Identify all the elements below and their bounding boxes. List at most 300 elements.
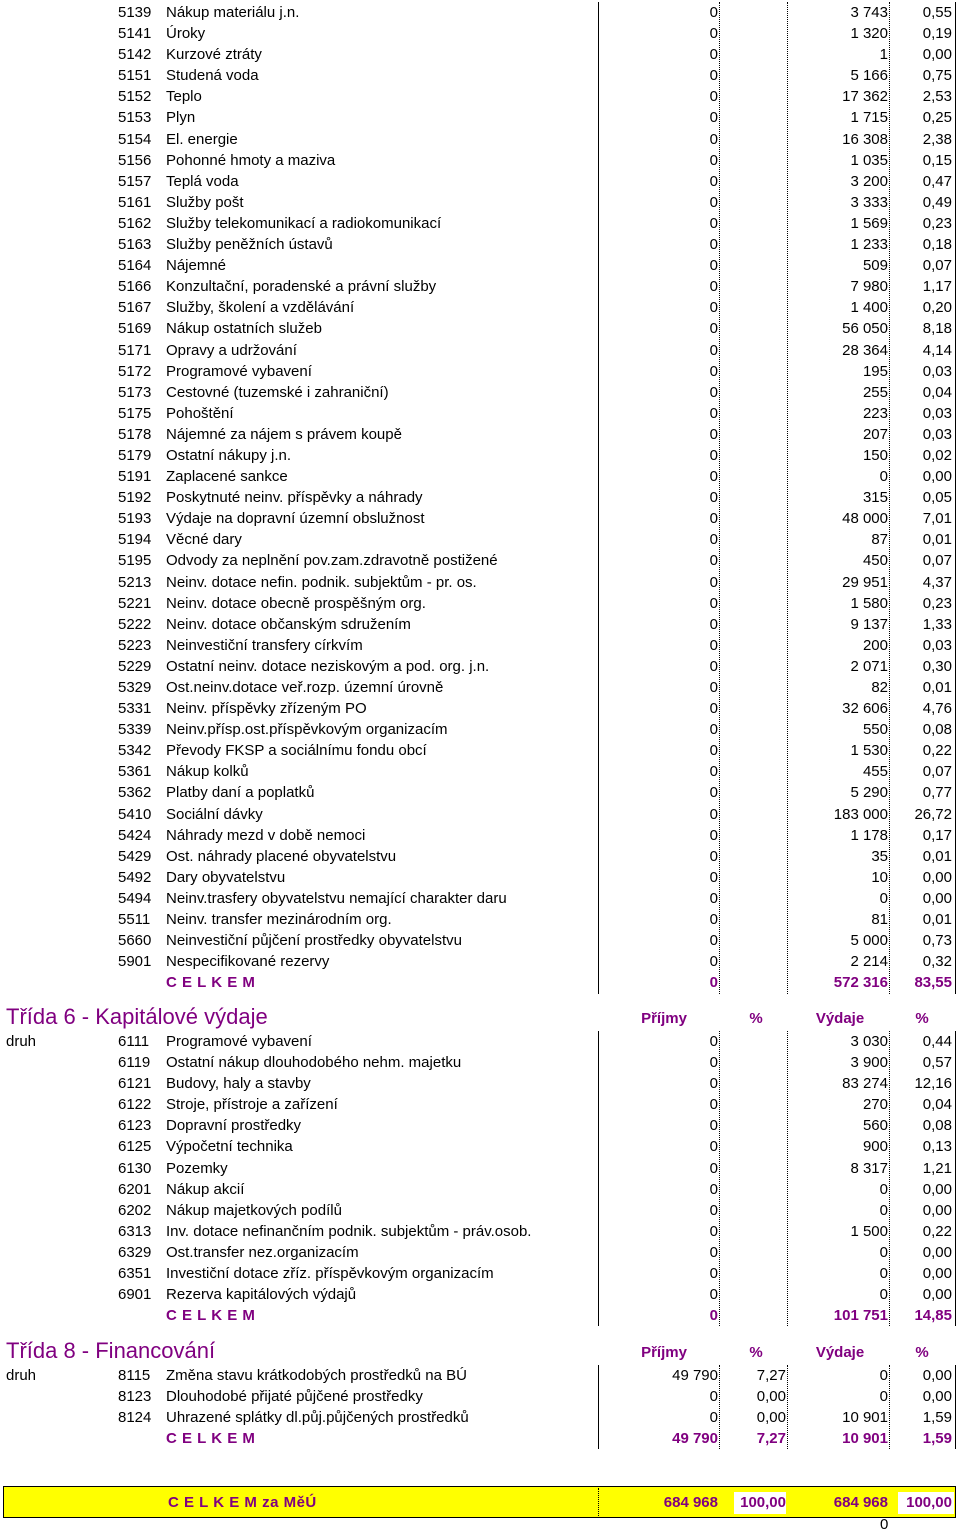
table-row bbox=[0, 740, 960, 761]
vydaje-pct: 0,01 bbox=[922, 911, 952, 929]
prijmy-value: 0 bbox=[709, 193, 718, 211]
vydaje-pct: 0,57 bbox=[922, 1054, 952, 1072]
account-name: Nájemné bbox=[166, 257, 227, 275]
class5-total-row bbox=[0, 972, 960, 993]
prijmy-value: 0 bbox=[709, 784, 718, 802]
class8-total-prijmy: 49 790 bbox=[672, 1430, 718, 1448]
table-row bbox=[0, 2, 960, 23]
table-row bbox=[0, 1386, 960, 1407]
account-name: Neinv. příspěvky zřízeným PO bbox=[166, 700, 367, 718]
account-code: 6122 bbox=[118, 1096, 152, 1114]
account-name: Neinv. dotace obecně prospěšným org. bbox=[166, 594, 426, 612]
account-name: Nájemné za nájem s právem koupě bbox=[166, 425, 402, 443]
vydaje-pct: 0,75 bbox=[922, 67, 952, 85]
prijmy-value: 0 bbox=[709, 130, 718, 148]
vydaje-pct: 0,30 bbox=[922, 657, 952, 675]
table-row bbox=[0, 698, 960, 719]
account-code: 5151 bbox=[118, 67, 152, 85]
account-code: 5178 bbox=[118, 425, 152, 443]
account-code: 5492 bbox=[118, 868, 152, 886]
class5-total-prijmy: 0 bbox=[709, 974, 718, 992]
prijmy-value: 0 bbox=[709, 1409, 718, 1427]
account-code: 5163 bbox=[118, 236, 152, 254]
vydaje-value: 3 200 bbox=[850, 172, 888, 190]
vydaje-pct: 0,07 bbox=[922, 257, 952, 275]
account-code: 5154 bbox=[118, 130, 152, 148]
vydaje-pct: 0,01 bbox=[922, 679, 952, 696]
account-code: 6119 bbox=[118, 1054, 151, 1072]
class8-title: Třída 8 - Financování bbox=[6, 1338, 216, 1363]
vydaje-pct: 0,23 bbox=[922, 594, 952, 612]
table-row bbox=[0, 1263, 960, 1284]
vydaje-pct: 0,44 bbox=[922, 1033, 952, 1050]
vydaje-pct: 26,72 bbox=[914, 805, 952, 823]
account-name: Neinv.trasfery obyvatelstvu nemající charakter daru bbox=[166, 889, 507, 907]
table-row bbox=[0, 234, 960, 255]
vydaje-value: 560 bbox=[862, 1117, 888, 1135]
vydaje-value: 1 530 bbox=[850, 742, 888, 760]
prijmy-value: 0 bbox=[709, 299, 718, 317]
vydaje-pct: 0,19 bbox=[922, 25, 952, 43]
vydaje-pct: 2,53 bbox=[922, 88, 952, 106]
vydaje-value: 315 bbox=[862, 489, 888, 507]
account-code: 5361 bbox=[118, 763, 152, 781]
table-row bbox=[0, 466, 960, 487]
account-name: Kurzové ztráty bbox=[166, 46, 262, 64]
vydaje-pct: 4,14 bbox=[922, 341, 952, 359]
class8-total-row bbox=[0, 1428, 960, 1449]
table-row bbox=[0, 23, 960, 44]
account-code: 5410 bbox=[118, 805, 152, 823]
table-row bbox=[0, 487, 960, 508]
prijmy-value: 0 bbox=[709, 1222, 718, 1240]
prijmy-value: 0 bbox=[709, 657, 718, 675]
account-code: 5179 bbox=[118, 446, 152, 464]
prijmy-value: 0 bbox=[709, 236, 718, 254]
vydaje-pct: 0,00 bbox=[922, 46, 952, 64]
account-code: 5194 bbox=[118, 531, 152, 549]
prijmy-value: 0 bbox=[709, 721, 718, 739]
prijmy-pct: 0,00 bbox=[756, 1409, 786, 1427]
account-code: 6351 bbox=[118, 1265, 152, 1283]
class6-header-pct1: % bbox=[749, 1010, 763, 1027]
account-name: Převody FKSP a sociálnímu fondu obcí bbox=[166, 742, 427, 760]
vydaje-pct: 0,17 bbox=[922, 826, 952, 844]
vydaje-value: 2 071 bbox=[850, 657, 888, 675]
vydaje-value: 270 bbox=[862, 1096, 888, 1114]
class8-total-prijmy-pct: 7,27 bbox=[756, 1430, 786, 1448]
vydaje-value: 900 bbox=[862, 1138, 888, 1156]
account-code: 6202 bbox=[118, 1201, 152, 1219]
account-name: Programové vybavení bbox=[166, 1033, 312, 1050]
account-code: 5166 bbox=[118, 278, 152, 296]
table-row bbox=[0, 719, 960, 740]
table-row bbox=[0, 635, 960, 656]
table-row bbox=[0, 1365, 960, 1386]
account-name: Dopravní prostředky bbox=[166, 1117, 302, 1135]
vydaje-pct: 0,77 bbox=[922, 784, 952, 802]
vydaje-value: 3 900 bbox=[850, 1054, 888, 1072]
vydaje-pct: 0,08 bbox=[922, 1117, 952, 1135]
prijmy-value: 0 bbox=[709, 46, 718, 64]
account-name: Neinv. transfer mezinárodním org. bbox=[166, 911, 392, 929]
account-name: Ostatní neinv. dotace neziskovým a pod. org. j.n. bbox=[166, 657, 490, 675]
account-name: Investiční dotace zříz. příspěvkovým organizacím bbox=[166, 1265, 494, 1283]
vydaje-pct: 0,23 bbox=[922, 214, 952, 232]
prijmy-value: 0 bbox=[709, 700, 718, 718]
vydaje-pct: 0,20 bbox=[922, 299, 952, 317]
prijmy-value: 0 bbox=[709, 109, 718, 127]
vydaje-pct: 1,59 bbox=[922, 1409, 952, 1427]
vydaje-value: 207 bbox=[862, 425, 888, 443]
account-code: 5172 bbox=[118, 362, 152, 380]
class6-header-vydaje: Výdaje bbox=[815, 1010, 865, 1027]
account-name: Neinv.přísp.ost.příspěvkovým organizacím bbox=[166, 721, 448, 739]
table-row bbox=[0, 1221, 960, 1242]
account-name: Dary obyvatelstvu bbox=[166, 868, 286, 886]
vydaje-value: 195 bbox=[862, 362, 888, 380]
vydaje-pct: 1,17 bbox=[922, 278, 952, 296]
prijmy-value: 0 bbox=[709, 425, 718, 443]
vydaje-value: 0 bbox=[879, 1243, 888, 1261]
prijmy-value: 0 bbox=[709, 1054, 718, 1072]
account-name: El. energie bbox=[166, 130, 238, 148]
vydaje-value: 1 569 bbox=[850, 214, 888, 232]
table-row bbox=[0, 508, 960, 529]
prijmy-value: 0 bbox=[709, 531, 718, 549]
table-row bbox=[0, 1136, 960, 1157]
vydaje-value: 48 000 bbox=[842, 510, 888, 528]
table-row bbox=[0, 107, 960, 128]
prijmy-value: 0 bbox=[709, 826, 718, 844]
account-code: 5213 bbox=[118, 573, 152, 591]
vydaje-pct: 0,03 bbox=[922, 636, 952, 654]
vydaje-pct: 8,18 bbox=[922, 320, 952, 338]
prijmy-value: 0 bbox=[709, 847, 718, 865]
account-name: Ost. náhrady placené obyvatelstvu bbox=[166, 847, 397, 865]
vydaje-pct: 0,49 bbox=[922, 193, 952, 211]
prijmy-value: 0 bbox=[709, 679, 718, 696]
vydaje-pct: 0,15 bbox=[922, 151, 952, 169]
class6-total-prijmy: 0 bbox=[709, 1307, 718, 1325]
prijmy-value: 0 bbox=[709, 932, 718, 950]
vydaje-pct: 7,01 bbox=[922, 510, 952, 528]
class8-total-vydaje-pct: 1,59 bbox=[922, 1430, 952, 1448]
account-name: Inv. dotace nefinančním podnik. subjektům - práv.osob. bbox=[166, 1222, 532, 1240]
account-code: 5192 bbox=[118, 489, 152, 507]
vydaje-pct: 0,00 bbox=[922, 889, 952, 907]
account-code: 5331 bbox=[118, 700, 152, 718]
vydaje-pct: 0,08 bbox=[922, 721, 952, 739]
account-code: 6201 bbox=[118, 1180, 152, 1198]
prijmy-value: 0 bbox=[709, 25, 718, 43]
vydaje-value: 56 050 bbox=[842, 320, 888, 338]
class6-total-vydaje-pct: 14,85 bbox=[914, 1307, 952, 1325]
account-code: 6130 bbox=[118, 1159, 152, 1177]
vydaje-pct: 2,38 bbox=[922, 130, 952, 148]
vydaje-value: 17 362 bbox=[842, 88, 888, 106]
account-name: Rezerva kapitálových výdajů bbox=[166, 1286, 357, 1304]
account-name: Služby, školení a vzdělávání bbox=[166, 299, 355, 317]
table-row bbox=[0, 1407, 960, 1428]
vydaje-pct: 12,16 bbox=[914, 1075, 952, 1093]
vydaje-value: 150 bbox=[862, 446, 888, 464]
account-code: 5429 bbox=[118, 847, 152, 865]
account-code: 5171 bbox=[118, 341, 152, 359]
prijmy-value: 0 bbox=[709, 615, 718, 633]
vydaje-pct: 0,00 bbox=[922, 1243, 952, 1261]
account-code: 5169 bbox=[118, 320, 152, 338]
vydaje-pct: 0,00 bbox=[922, 1367, 952, 1384]
account-name: Teplo bbox=[166, 88, 202, 106]
account-name: Nespecifikované rezervy bbox=[166, 953, 330, 971]
account-name: Neinv. dotace občanským sdružením bbox=[166, 615, 411, 633]
grand-total-prijmy: 684 968 bbox=[663, 1494, 718, 1511]
class5-total-vydaje-pct: 83,55 bbox=[914, 974, 952, 992]
account-name: Nákup ostatních služeb bbox=[166, 320, 322, 338]
table-row bbox=[0, 1284, 960, 1305]
vydaje-value: 5 166 bbox=[850, 67, 888, 85]
class6-title: Třída 6 - Kapitálové výdaje bbox=[6, 1004, 268, 1029]
vydaje-value: 0 bbox=[879, 1265, 888, 1283]
account-code: 5173 bbox=[118, 383, 152, 401]
prijmy-value: 0 bbox=[709, 4, 718, 21]
prijmy-value: 0 bbox=[709, 1075, 718, 1093]
vydaje-value: 1 580 bbox=[850, 594, 888, 612]
prijmy-value: 0 bbox=[709, 151, 718, 169]
account-name: Opravy a udržování bbox=[166, 341, 297, 359]
vydaje-pct: 0,02 bbox=[922, 446, 952, 464]
account-code: 5222 bbox=[118, 615, 152, 633]
prijmy-value: 0 bbox=[709, 1243, 718, 1261]
class6-total-label: C E L K E M bbox=[166, 1307, 256, 1325]
account-code: 6901 bbox=[118, 1286, 152, 1304]
vydaje-value: 255 bbox=[862, 383, 888, 401]
account-name: Ost.neinv.dotace veř.rozp. územní úrovně bbox=[166, 679, 444, 696]
vydaje-value: 223 bbox=[862, 404, 888, 422]
account-code: 5901 bbox=[118, 953, 152, 971]
vydaje-pct: 0,00 bbox=[922, 1388, 952, 1406]
account-code: 6121 bbox=[118, 1075, 152, 1093]
account-name: Studená voda bbox=[166, 67, 259, 85]
vydaje-value: 28 364 bbox=[842, 341, 888, 359]
account-name: Výpočetní technika bbox=[166, 1138, 293, 1156]
class8-druh-label: druh bbox=[6, 1367, 37, 1384]
vydaje-value: 0 bbox=[879, 1180, 888, 1198]
account-code: 5660 bbox=[118, 932, 152, 950]
vydaje-value: 9 137 bbox=[850, 615, 888, 633]
account-name: Stroje, přístroje a zařízení bbox=[166, 1096, 338, 1114]
vydaje-pct: 0,00 bbox=[922, 1286, 952, 1304]
table-row bbox=[0, 213, 960, 234]
table-row bbox=[0, 614, 960, 635]
table-row bbox=[0, 909, 960, 930]
vydaje-value: 16 308 bbox=[842, 130, 888, 148]
vydaje-value: 1 035 bbox=[850, 151, 888, 169]
account-name: Služby pošt bbox=[166, 193, 244, 211]
account-code: 5339 bbox=[118, 721, 152, 739]
vydaje-value: 509 bbox=[862, 257, 888, 275]
account-code: 5329 bbox=[118, 679, 152, 696]
table-row bbox=[0, 424, 960, 445]
vydaje-value: 0 bbox=[879, 468, 888, 486]
account-code: 5342 bbox=[118, 742, 152, 760]
table-row bbox=[0, 804, 960, 825]
vydaje-value: 1 233 bbox=[850, 236, 888, 254]
prijmy-value: 0 bbox=[709, 88, 718, 106]
prijmy-pct: 0,00 bbox=[756, 1388, 786, 1406]
class6-druh-label: druh bbox=[6, 1033, 37, 1050]
prijmy-value: 0 bbox=[709, 362, 718, 380]
account-name: Pozemky bbox=[166, 1159, 228, 1177]
footer-zero: 0 bbox=[880, 1516, 889, 1533]
account-name: Pohoštění bbox=[166, 404, 234, 422]
table-row bbox=[0, 1073, 960, 1094]
table-row bbox=[0, 1179, 960, 1200]
account-name: Služby telekomunikací a radiokomunikací bbox=[166, 214, 442, 232]
table-row bbox=[0, 951, 960, 972]
vydaje-value: 82 bbox=[871, 679, 888, 696]
vydaje-pct: 0,03 bbox=[922, 404, 952, 422]
vydaje-value: 87 bbox=[871, 531, 888, 549]
grand-total-vydaje: 684 968 bbox=[833, 1494, 888, 1511]
table-row bbox=[0, 129, 960, 150]
vydaje-value: 7 980 bbox=[850, 278, 888, 296]
prijmy-value: 0 bbox=[709, 552, 718, 570]
table-row bbox=[0, 888, 960, 909]
account-code: 6329 bbox=[118, 1243, 152, 1261]
account-name: Neinvestiční transfery církvím bbox=[166, 636, 363, 654]
vydaje-value: 5 000 bbox=[850, 932, 888, 950]
account-code: 5229 bbox=[118, 657, 152, 675]
grand-total-prijmy-pct: 100,00 bbox=[740, 1494, 786, 1511]
grand-total-label: C E L K E M za MěÚ bbox=[168, 1494, 317, 1511]
account-code: 5156 bbox=[118, 151, 152, 169]
prijmy-value: 0 bbox=[709, 383, 718, 401]
vydaje-pct: 0,04 bbox=[922, 383, 952, 401]
table-row bbox=[0, 361, 960, 382]
account-name: Neinv. dotace nefin. podnik. subjektům - pr. os. bbox=[166, 573, 477, 591]
account-name: Konzultační, poradenské a právní služby bbox=[166, 278, 437, 296]
account-name: Budovy, haly a stavby bbox=[166, 1075, 311, 1093]
table-row bbox=[0, 529, 960, 550]
vydaje-pct: 0,07 bbox=[922, 552, 952, 570]
account-name: Úroky bbox=[166, 25, 206, 43]
vydaje-pct: 0,13 bbox=[922, 1138, 952, 1156]
prijmy-value: 0 bbox=[709, 1138, 718, 1156]
prijmy-value: 0 bbox=[709, 1286, 718, 1304]
prijmy-value: 0 bbox=[709, 278, 718, 296]
vydaje-pct: 0,22 bbox=[922, 1222, 952, 1240]
prijmy-value: 0 bbox=[709, 868, 718, 886]
account-name: Ostatní nákupy j.n. bbox=[166, 446, 292, 464]
account-name: Zaplacené sankce bbox=[166, 468, 288, 486]
table-row bbox=[0, 593, 960, 614]
prijmy-value: 0 bbox=[709, 510, 718, 528]
vydaje-value: 455 bbox=[862, 763, 888, 781]
class6-total-vydaje: 101 751 bbox=[833, 1307, 888, 1325]
account-code: 6313 bbox=[118, 1222, 152, 1240]
vydaje-value: 550 bbox=[862, 721, 888, 739]
account-code: 5424 bbox=[118, 826, 152, 844]
account-name: Ostatní nákup dlouhodobého nehm. majetku bbox=[166, 1054, 462, 1072]
prijmy-value: 0 bbox=[709, 468, 718, 486]
prijmy-value: 49 790 bbox=[672, 1367, 718, 1384]
account-code: 5494 bbox=[118, 889, 152, 907]
table-row bbox=[0, 340, 960, 361]
grand-total-vydaje-pct: 100,00 bbox=[906, 1494, 952, 1511]
vydaje-pct: 0,47 bbox=[922, 172, 952, 190]
vydaje-pct: 0,18 bbox=[922, 236, 952, 254]
vydaje-pct: 0,00 bbox=[922, 1265, 952, 1283]
account-code: 5511 bbox=[118, 911, 151, 929]
prijmy-value: 0 bbox=[709, 953, 718, 971]
account-name: Dlouhodobé přijaté půjčené prostředky bbox=[166, 1388, 423, 1406]
vydaje-value: 32 606 bbox=[842, 700, 888, 718]
table-row bbox=[0, 550, 960, 571]
vydaje-pct: 0,03 bbox=[922, 425, 952, 443]
account-code: 8115 bbox=[118, 1367, 151, 1384]
vydaje-value: 10 901 bbox=[842, 1409, 888, 1427]
prijmy-value: 0 bbox=[709, 1096, 718, 1114]
prijmy-value: 0 bbox=[709, 594, 718, 612]
account-code: 5141 bbox=[118, 25, 152, 43]
prijmy-value: 0 bbox=[709, 1201, 718, 1219]
class6-header-prijmy: Příjmy bbox=[641, 1010, 687, 1027]
vydaje-pct: 0,01 bbox=[922, 847, 952, 865]
account-name: Náhrady mezd v době nemoci bbox=[166, 826, 366, 844]
table-row bbox=[0, 44, 960, 65]
prijmy-value: 0 bbox=[709, 172, 718, 190]
account-name: Služby peněžních ústavů bbox=[166, 236, 333, 254]
account-code: 5191 bbox=[118, 468, 152, 486]
table-row bbox=[0, 445, 960, 466]
vydaje-value: 1 400 bbox=[850, 299, 888, 317]
table-row bbox=[0, 192, 960, 213]
table-row bbox=[0, 86, 960, 107]
account-code: 5223 bbox=[118, 636, 152, 654]
vydaje-pct: 0,01 bbox=[922, 531, 952, 549]
prijmy-value: 0 bbox=[709, 911, 718, 929]
account-code: 5157 bbox=[118, 172, 152, 190]
account-code: 8123 bbox=[118, 1388, 152, 1406]
vydaje-value: 81 bbox=[871, 911, 888, 929]
account-code: 5167 bbox=[118, 299, 152, 317]
table-row bbox=[0, 1158, 960, 1179]
vydaje-value: 0 bbox=[879, 1367, 888, 1384]
account-name: Nákup kolků bbox=[166, 763, 249, 781]
vydaje-pct: 0,25 bbox=[922, 109, 952, 127]
account-code: 5221 bbox=[118, 594, 152, 612]
vydaje-pct: 0,32 bbox=[922, 953, 952, 971]
account-name: Pohonné hmoty a maziva bbox=[166, 151, 336, 169]
vydaje-value: 450 bbox=[862, 552, 888, 570]
table-row bbox=[0, 297, 960, 318]
vydaje-pct: 1,33 bbox=[922, 615, 952, 633]
table-row bbox=[0, 930, 960, 951]
prijmy-value: 0 bbox=[709, 341, 718, 359]
prijmy-value: 0 bbox=[709, 1159, 718, 1177]
prijmy-value: 0 bbox=[709, 446, 718, 464]
vydaje-value: 0 bbox=[879, 1201, 888, 1219]
prijmy-value: 0 bbox=[709, 257, 718, 275]
vydaje-value: 1 178 bbox=[850, 826, 888, 844]
account-name: Nákup materiálu j.n. bbox=[166, 4, 300, 21]
account-name: Věcné dary bbox=[166, 531, 242, 549]
table-row bbox=[0, 782, 960, 803]
table-row bbox=[0, 403, 960, 424]
table-row bbox=[0, 255, 960, 276]
